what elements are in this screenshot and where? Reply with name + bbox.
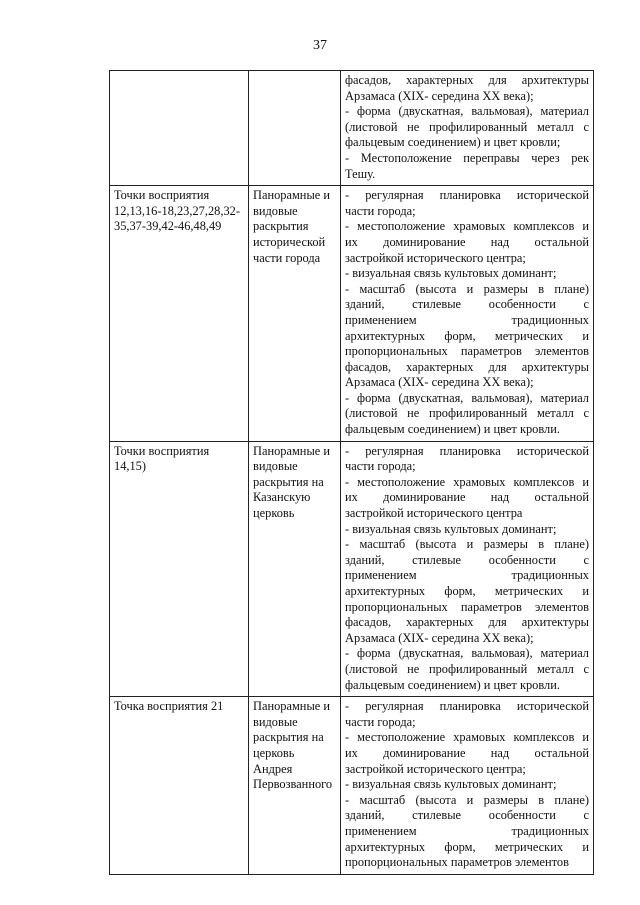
requirement-line: - местоположение храмовых комплексов и bbox=[345, 474, 589, 489]
requirements-cell bbox=[341, 697, 594, 875]
requirement-line: пропорциональных параметров элементов bbox=[345, 599, 589, 614]
point-text: Точки восприятия 14,15) bbox=[114, 443, 210, 474]
requirement-line: - масштаб (высота и размеры в плане) bbox=[345, 792, 589, 807]
requirement-line: применением традиционных bbox=[345, 823, 589, 838]
table-row bbox=[110, 71, 594, 186]
requirement-line: - форма (двускатная, вальмовая), материал bbox=[345, 646, 589, 661]
view-cell bbox=[249, 71, 341, 186]
requirement-line: зданий, стилевые особенности с bbox=[345, 552, 589, 567]
requirement-line: - визуальная связь культовых доминант; bbox=[345, 266, 557, 281]
requirement-line: застройкой исторического центра; bbox=[345, 761, 526, 776]
requirement-line: - регулярная планировка исторической bbox=[345, 443, 589, 458]
table-row bbox=[110, 186, 594, 442]
point-cell bbox=[110, 441, 249, 697]
requirements-cell bbox=[341, 186, 594, 442]
requirement-line: их доминирование над остальной bbox=[345, 745, 589, 760]
requirement-line: зданий, стилевые особенности с bbox=[345, 808, 589, 823]
requirement-line: застройкой исторического центра; bbox=[345, 250, 526, 265]
requirement-line: - форма (двускатная, вальмовая), материал bbox=[345, 390, 589, 405]
requirement-line: архитектурных форм, метрических и bbox=[345, 839, 589, 854]
requirements-text bbox=[345, 699, 589, 871]
requirement-line: зданий, стилевые особенности с bbox=[345, 297, 589, 312]
point-cell bbox=[110, 697, 249, 875]
requirement-line: фальцевым соединением) и цвет кровли. bbox=[345, 677, 560, 692]
requirement-line: (листовой не профилированный металл с bbox=[345, 661, 589, 676]
requirement-line: пропорциональных параметров элементов bbox=[345, 855, 569, 870]
requirement-line: Арзамаса (XIX- середина XX века); bbox=[345, 88, 534, 103]
requirement-line: пропорциональных параметров элементов bbox=[345, 344, 589, 359]
requirement-line: - форма (двускатная, вальмовая), материал bbox=[345, 104, 589, 119]
view-text: Панорамные и видовые раскрытия на церковь Андрея Первозванного bbox=[253, 699, 333, 792]
requirement-line: (листовой не профилированный металл с bbox=[345, 119, 589, 134]
requirement-line: - масштаб (высота и размеры в плане) bbox=[345, 281, 589, 296]
requirement-line: их доминирование над остальной bbox=[345, 490, 589, 505]
table-body bbox=[110, 71, 594, 875]
requirement-line: - регулярная планировка исторической bbox=[345, 699, 589, 714]
requirement-line: архитектурных форм, метрических и bbox=[345, 328, 589, 343]
requirement-line: части города; bbox=[345, 459, 416, 474]
point-text: Точки восприятия 12,13,16-18,23,27,28,32- 35,37-39,42-46,48,49 bbox=[114, 188, 240, 234]
requirements-cell bbox=[341, 441, 594, 697]
point-cell bbox=[110, 186, 249, 442]
page-number: 37 bbox=[313, 38, 327, 53]
requirements-cell bbox=[341, 71, 594, 186]
requirements-text bbox=[345, 188, 589, 438]
requirement-line: их доминирование над остальной bbox=[345, 234, 589, 249]
requirement-line: Арзамаса (XIX- середина XX века); bbox=[345, 375, 534, 390]
requirement-line: - местоположение храмовых комплексов и bbox=[345, 730, 589, 745]
view-cell bbox=[249, 697, 341, 875]
requirement-line: применением традиционных bbox=[345, 312, 589, 327]
requirement-line: - масштаб (высота и размеры в плане) bbox=[345, 537, 589, 552]
requirements-text bbox=[345, 444, 589, 694]
requirement-line: архитектурных форм, метрических и bbox=[345, 584, 589, 598]
requirement-line: - визуальная связь культовых доминант; bbox=[345, 521, 557, 536]
point-text: Точка восприятия 21 bbox=[114, 699, 224, 714]
view-cell bbox=[249, 186, 341, 442]
requirement-line: части города; bbox=[345, 203, 416, 218]
point-cell bbox=[110, 71, 249, 186]
table-row bbox=[110, 441, 594, 697]
requirement-line: применением традиционных bbox=[345, 568, 589, 583]
view-cell bbox=[249, 441, 341, 697]
requirement-line: фасадов, характерных для архитектуры bbox=[345, 615, 589, 630]
view-text: Панорамные и видовые раскрытия исторической части города bbox=[253, 188, 330, 265]
requirement-line: фасадов, характерных для архитектуры bbox=[345, 359, 589, 374]
requirement-line: - визуальная связь культовых доминант; bbox=[345, 777, 557, 792]
view-text: Панорамные и видовые раскрытия на Казанскую церковь bbox=[253, 443, 330, 521]
requirement-line: Тешу. bbox=[345, 166, 376, 181]
requirement-line: фальцевым соединением) и цвет кровли. bbox=[345, 422, 560, 437]
requirements-table bbox=[109, 70, 594, 875]
requirement-line: - местоположение храмовых комплексов и bbox=[345, 219, 589, 234]
requirement-line: Арзамаса (XIX- середина XX века); bbox=[345, 630, 534, 645]
requirement-line: части города; bbox=[345, 714, 416, 729]
requirement-line: застройкой исторического центра bbox=[345, 506, 523, 521]
requirement-line: - Местоположение переправы через рек bbox=[345, 150, 589, 165]
table-row bbox=[110, 697, 594, 875]
requirement-line: фальцевым соединением) и цвет кровли; bbox=[345, 135, 561, 150]
requirements-text bbox=[345, 73, 589, 182]
requirement-line: фасадов, характерных для архитектуры bbox=[345, 73, 589, 87]
requirement-line: (листовой не профилированный металл с bbox=[345, 406, 589, 421]
requirement-line: - регулярная планировка исторической bbox=[345, 188, 589, 203]
